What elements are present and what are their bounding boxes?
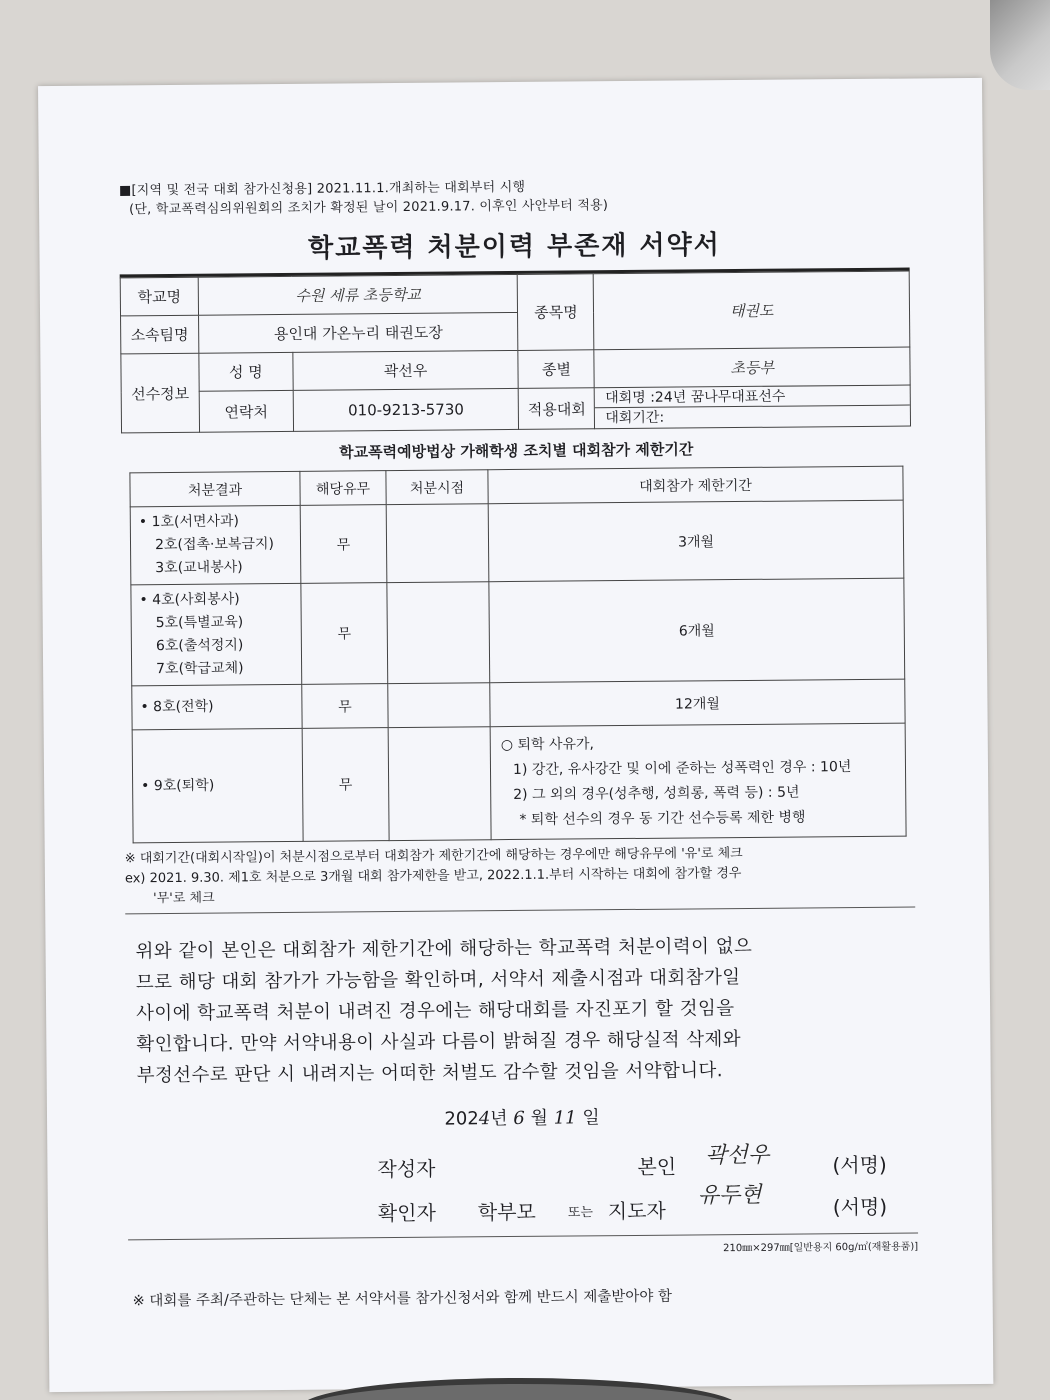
list-item: • 9호(퇴학)	[141, 777, 215, 794]
header-applicable: 해당유무	[300, 471, 386, 506]
self-signature: 곽선우	[705, 1142, 770, 1169]
signing-date	[127, 1100, 917, 1133]
list-item: 3호(교내봉사)	[155, 559, 243, 577]
name-value: 곽선우	[293, 350, 519, 390]
result-cell	[132, 728, 303, 842]
coach-signature: 유두현	[697, 1182, 762, 1209]
document-title: 학교폭력 처분이력 부존재 서약서	[307, 230, 721, 264]
result-cell	[132, 684, 302, 729]
school-value: 수원 세류 초등학교	[198, 274, 518, 315]
applicant-info-table	[120, 271, 911, 434]
restriction-footnote	[125, 842, 915, 909]
list-item: • 4호(사회봉사)	[139, 591, 240, 609]
competition-cell	[595, 385, 911, 429]
restriction-section-title: 학교폭력예방법상 가해학생 조치별 대회참가 제한기간	[339, 440, 694, 462]
footnote-line: ※ 대회기간(대회시작일)이 처분시점으로부터 대회참가 제한기간에 해당하는 경우에만 해당유무에 '유'로 체크	[124, 845, 743, 867]
reason-item: 2) 그 외의 경우(성추행, 성희롱, 폭력 등) : 5년	[513, 784, 800, 803]
self-label: 본인	[637, 1154, 677, 1179]
period-cell: 3개월	[488, 500, 904, 582]
pledge-line: 부정선수로 판단 시 내려지는 어떠한 처벌도 감수할 것임을 서약합니다.	[136, 1060, 724, 1087]
paper-spec: 210㎜×297㎜[일반용지 60g/㎡(재활용품)]	[128, 1232, 918, 1259]
contact-label: 연락처	[199, 390, 293, 432]
result-cell	[131, 583, 302, 685]
event-label: 종목명	[518, 274, 595, 351]
header-result: 처분결과	[130, 471, 300, 506]
pledge-line: 므로 해당 대회 참가가 가능함을 확인하며, 서약서 제출시점과 대회참가일	[135, 967, 741, 994]
list-item: • 1호(서면사과)	[138, 513, 240, 531]
list-item: • 8호(전학)	[140, 698, 214, 716]
time-cell	[386, 504, 489, 583]
table-row	[130, 500, 904, 585]
list-item: 2호(접촉·보복금지)	[154, 536, 275, 554]
name-label: 성 명	[199, 352, 293, 391]
competition-period: 대회기간:	[605, 409, 665, 427]
list-item: 5호(특별교육)	[155, 614, 244, 632]
pledge-text	[125, 929, 916, 1091]
time-cell	[388, 727, 491, 841]
month-unit: 월	[530, 1107, 549, 1129]
year-prefix: 202	[444, 1108, 479, 1130]
time-cell	[387, 582, 490, 684]
or-label: 또는	[567, 1205, 594, 1221]
school-label: 학교명	[120, 277, 198, 316]
table-row	[132, 679, 905, 730]
year-handwritten: 4	[478, 1108, 491, 1130]
footnote-line: ex) 2021. 9.30. 제1호 처분으로 3개월 대회 참가제한을 받고, 2022.1.1.부터 시작하는 대회에 참가할 경우	[124, 866, 742, 887]
year-unit: 년	[490, 1108, 508, 1130]
backdrop-object	[990, 0, 1050, 90]
table-row	[131, 578, 905, 686]
division-label: 종별	[518, 350, 594, 389]
writer-label: 작성자	[377, 1156, 436, 1182]
team-value: 용인대 가온누리 태권도장	[198, 312, 518, 353]
document-content	[119, 175, 919, 1311]
day-unit: 일	[582, 1107, 600, 1129]
pledge-line: 사이에 학교폭력 처분이 내려진 경우에는 해당대회를 자진포기 할 것임을	[136, 998, 735, 1025]
day-handwritten: 11	[553, 1107, 577, 1129]
self-seal-label: (서명)	[832, 1152, 887, 1178]
applicable-cell: 무	[302, 684, 388, 729]
period-cell: 6개월	[489, 578, 905, 683]
reason-note: * 퇴학 선수의 경우 동 기간 선수등록 제한 병행	[519, 809, 806, 828]
bottom-note: ※ 대회를 주최/주관하는 단체는 본 서약서를 참가신청서와 함께 반드시 제출받아야 함	[132, 1288, 673, 1310]
month-handwritten: 6	[513, 1107, 525, 1130]
expulsion-reason-cell	[490, 723, 906, 840]
list-item: 7호(학급교체)	[156, 660, 244, 678]
team-label: 소속팀명	[121, 315, 199, 354]
confirmer-label: 확인자	[377, 1200, 436, 1226]
player-info-label: 선수정보	[121, 353, 200, 433]
header-note-1: ■[지역 및 전국 대회 참가신청용] 2021.11.1.개최하는 대회부터 시행	[118, 179, 526, 199]
applicable-cell: 무	[302, 728, 389, 842]
list-item: 6호(출석정지)	[155, 637, 244, 655]
competition-label: 적용대회	[519, 388, 595, 430]
reason-item: 1) 강간, 유사강간 및 이에 준하는 성폭력인 경우 : 10년	[512, 759, 852, 778]
event-value: 태권도	[594, 271, 910, 350]
header-note-2: (단, 학교폭력심의위원회의 조치가 확정된 날이 2021.9.17. 이후인 사안부터 적용)	[129, 198, 609, 218]
pledge-line: 위와 같이 본인은 대회참가 제한기간에 해당하는 학교폭력 처분이력이 없으	[135, 935, 753, 963]
restriction-table	[129, 466, 906, 844]
restriction-wrapper	[121, 466, 914, 844]
signature-block	[127, 1132, 918, 1235]
period-cell: 12개월	[490, 679, 905, 727]
applicable-cell: 무	[301, 583, 388, 685]
time-cell	[388, 683, 490, 728]
result-cell	[130, 505, 301, 584]
pledge-line: 확인합니다. 만약 서약내용이 사실과 다름이 밝혀질 경우 해당실적 삭제와	[136, 1029, 742, 1056]
coach-label: 지도자	[607, 1198, 666, 1224]
coach-seal-label: (서명)	[832, 1194, 888, 1220]
division-value: 초등부	[594, 347, 910, 388]
applicable-cell: 무	[300, 505, 387, 584]
table-row	[132, 723, 906, 843]
parent-label: 학부모	[477, 1199, 536, 1225]
header-period: 대회참가 제한기간	[488, 466, 903, 504]
competition-name: 대회명 :24년 꿈나무대표선수	[595, 386, 910, 409]
reason-heading: ○ 퇴학 사유가,	[500, 736, 595, 754]
header-time: 처분시점	[386, 470, 488, 505]
footnote-line: '무'로 체크	[153, 890, 215, 907]
document-paper	[38, 78, 993, 1392]
contact-value: 010-9213-5730	[293, 388, 519, 431]
